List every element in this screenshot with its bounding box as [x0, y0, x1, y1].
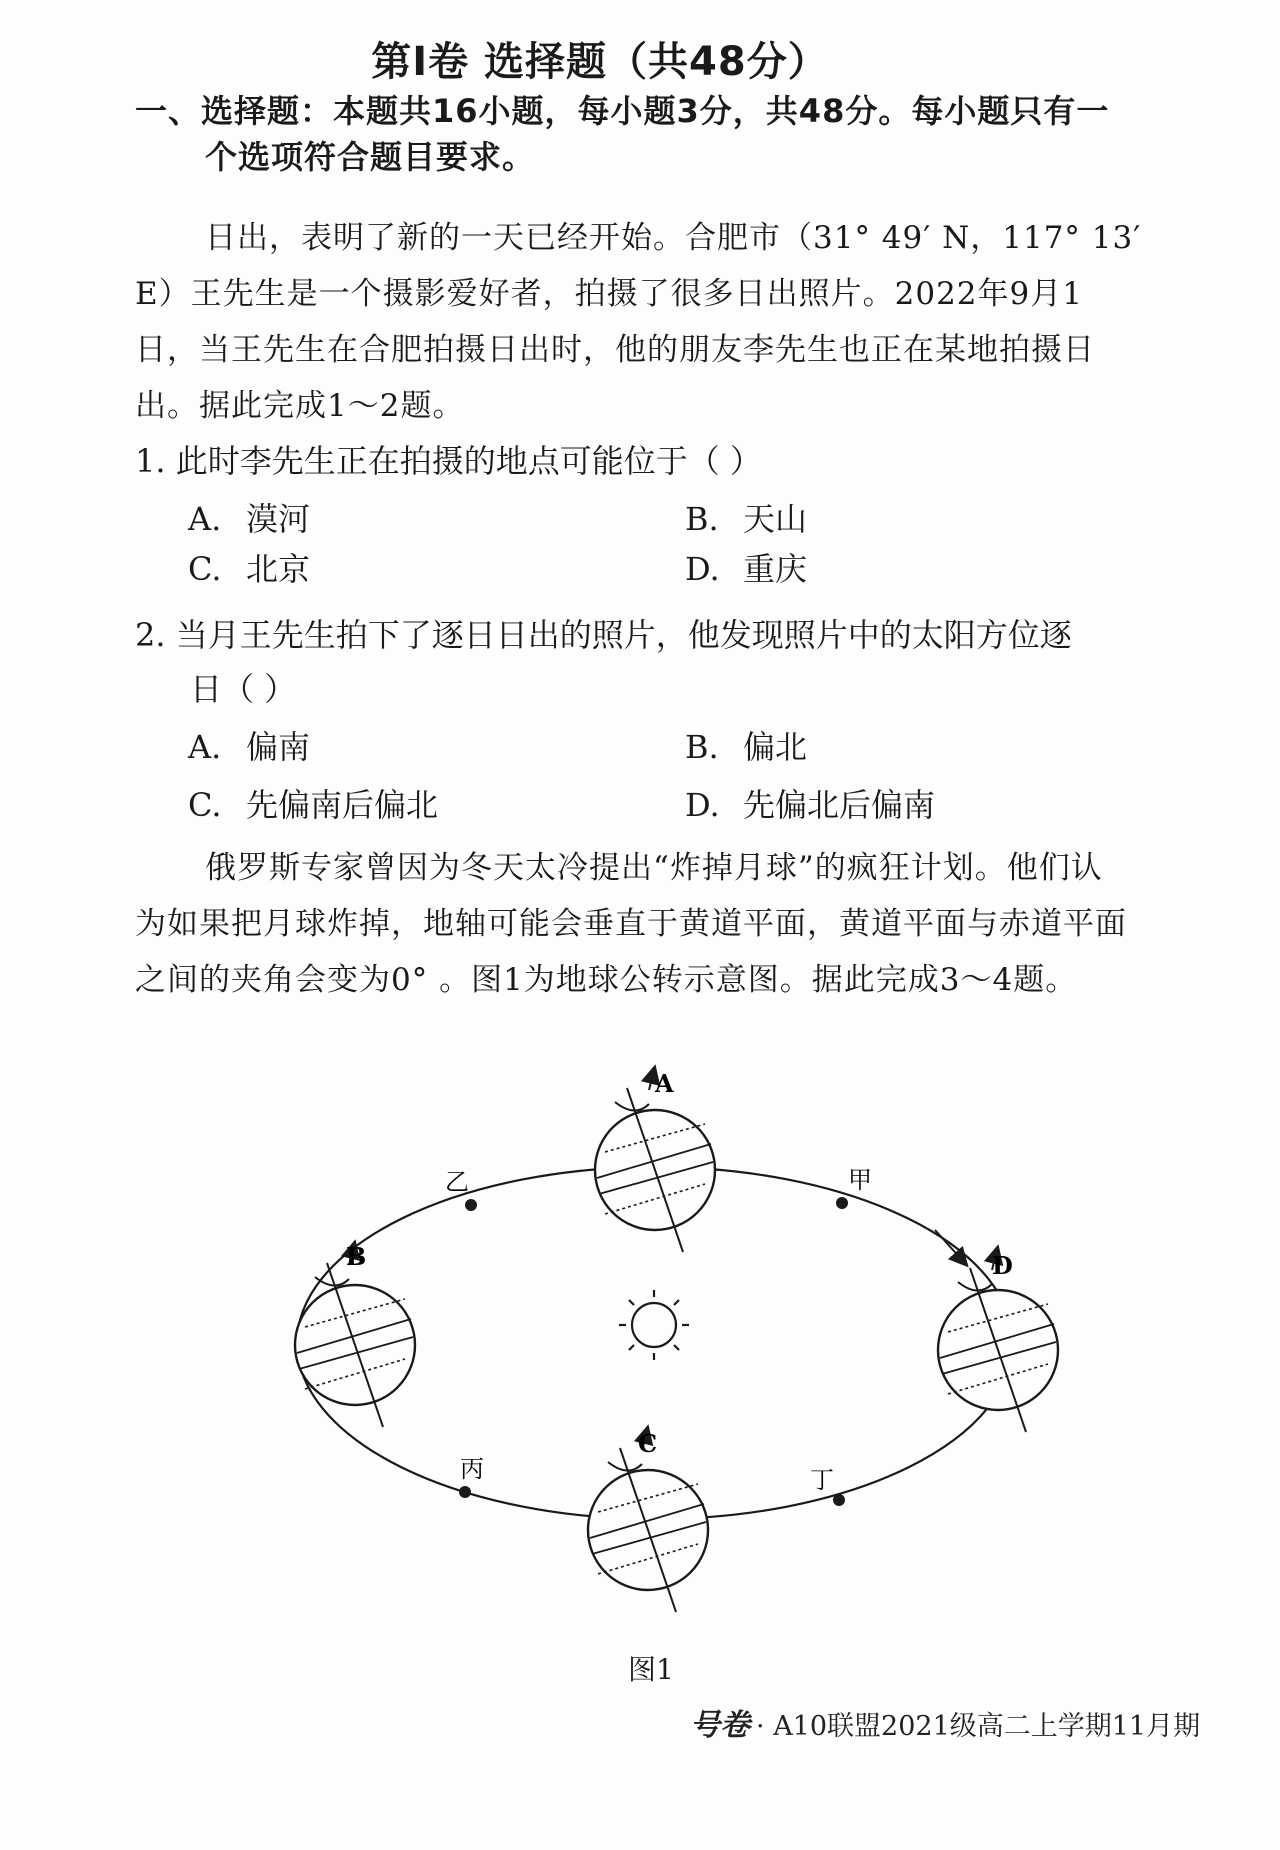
earth-globe-d — [938, 1254, 1058, 1432]
orbit-point-jia — [836, 1197, 848, 1209]
orbit-point-bing — [459, 1486, 471, 1498]
sun-icon — [619, 1290, 689, 1360]
passage1-line: E）王先生是一个摄影爱好者，拍摄了很多日出照片。2022年9月1 — [135, 276, 1083, 312]
footer-text: A10联盟2021级高二上学期11月期 — [773, 1711, 1201, 1742]
option-label: B. — [685, 728, 719, 766]
orbit-label-jia: 甲 — [848, 1166, 872, 1194]
figure-caption: 图1 — [628, 1653, 674, 1686]
orbit-point-ding — [833, 1494, 845, 1506]
question-2-stem-cont: 日（ ） — [190, 670, 297, 708]
orbit-point-yi — [465, 1199, 477, 1211]
option-label: D. — [685, 550, 720, 588]
footer-dot: · — [756, 1711, 765, 1742]
option-text: 偏北 — [743, 728, 808, 766]
option-text: 北京 — [246, 550, 311, 588]
question-2-stem: 2. 当月王先生拍下了逐日日出的照片，他发现照片中的太阳方位逐 — [135, 616, 1072, 654]
earth-globe-c — [588, 1434, 708, 1612]
earth-label-a: A — [655, 1069, 674, 1098]
earth-globe-b — [295, 1249, 415, 1427]
passage1-line: 日，当王先生在合肥拍摄日出时，他的朋友李先生也正在某地拍摄日 — [135, 332, 1095, 368]
option-text: 漠河 — [246, 500, 311, 538]
option-label: C. — [188, 550, 222, 588]
option-label: D. — [685, 786, 720, 824]
option-text: 天山 — [743, 500, 808, 538]
option-text: 先偏北后偏南 — [743, 786, 936, 824]
earth-globe-a — [595, 1074, 715, 1252]
option-label: B. — [685, 500, 719, 538]
orbit-label-yi: 乙 — [445, 1168, 469, 1196]
option-text: 重庆 — [743, 550, 808, 588]
footer-brand: 号卷 — [690, 1708, 750, 1743]
option-label: A. — [188, 728, 222, 766]
option-text: 先偏南后偏北 — [246, 786, 439, 824]
orbit-label-ding: 丁 — [810, 1466, 834, 1494]
section-heading-line2: 个选项符合题目要求。 — [205, 138, 536, 176]
passage1-line: 出。据此完成1～2题。 — [135, 388, 465, 424]
earth-label-b: B — [346, 1242, 367, 1271]
orbit-direction-arrow — [935, 1230, 962, 1260]
option-label: A. — [188, 500, 222, 538]
passage1-line: 日出，表明了新的一天已经开始。合肥市（31° 49′ N，117° 13′ — [205, 220, 1142, 256]
footer — [690, 1700, 1200, 1744]
earth-label-d: D — [992, 1251, 1013, 1280]
earth-label-c: C — [638, 1429, 658, 1458]
passage2-line: 之间的夹角会变为0° 。图1为地球公转示意图。据此完成3～4题。 — [135, 962, 1078, 998]
question-1-stem: 1. 此时李先生正在拍摄的地点可能位于（ ） — [135, 442, 762, 480]
option-text: 偏南 — [246, 728, 311, 766]
page-title: 第Ⅰ卷 选择题（共48分） — [371, 39, 829, 85]
option-label: C. — [188, 786, 222, 824]
section-heading-line1: 一、选择题：本题共16小题，每小题3分，共48分。每小题只有一 — [135, 92, 1110, 130]
orbit-label-bing: 丙 — [460, 1455, 484, 1483]
passage2-line: 俄罗斯专家曾因为冬天太冷提出“炸掉月球”的疯狂计划。他们认 — [205, 850, 1103, 886]
passage2-line: 为如果把月球炸掉，地轴可能会垂直于黄道平面，黄道平面与赤道平面 — [135, 906, 1127, 942]
